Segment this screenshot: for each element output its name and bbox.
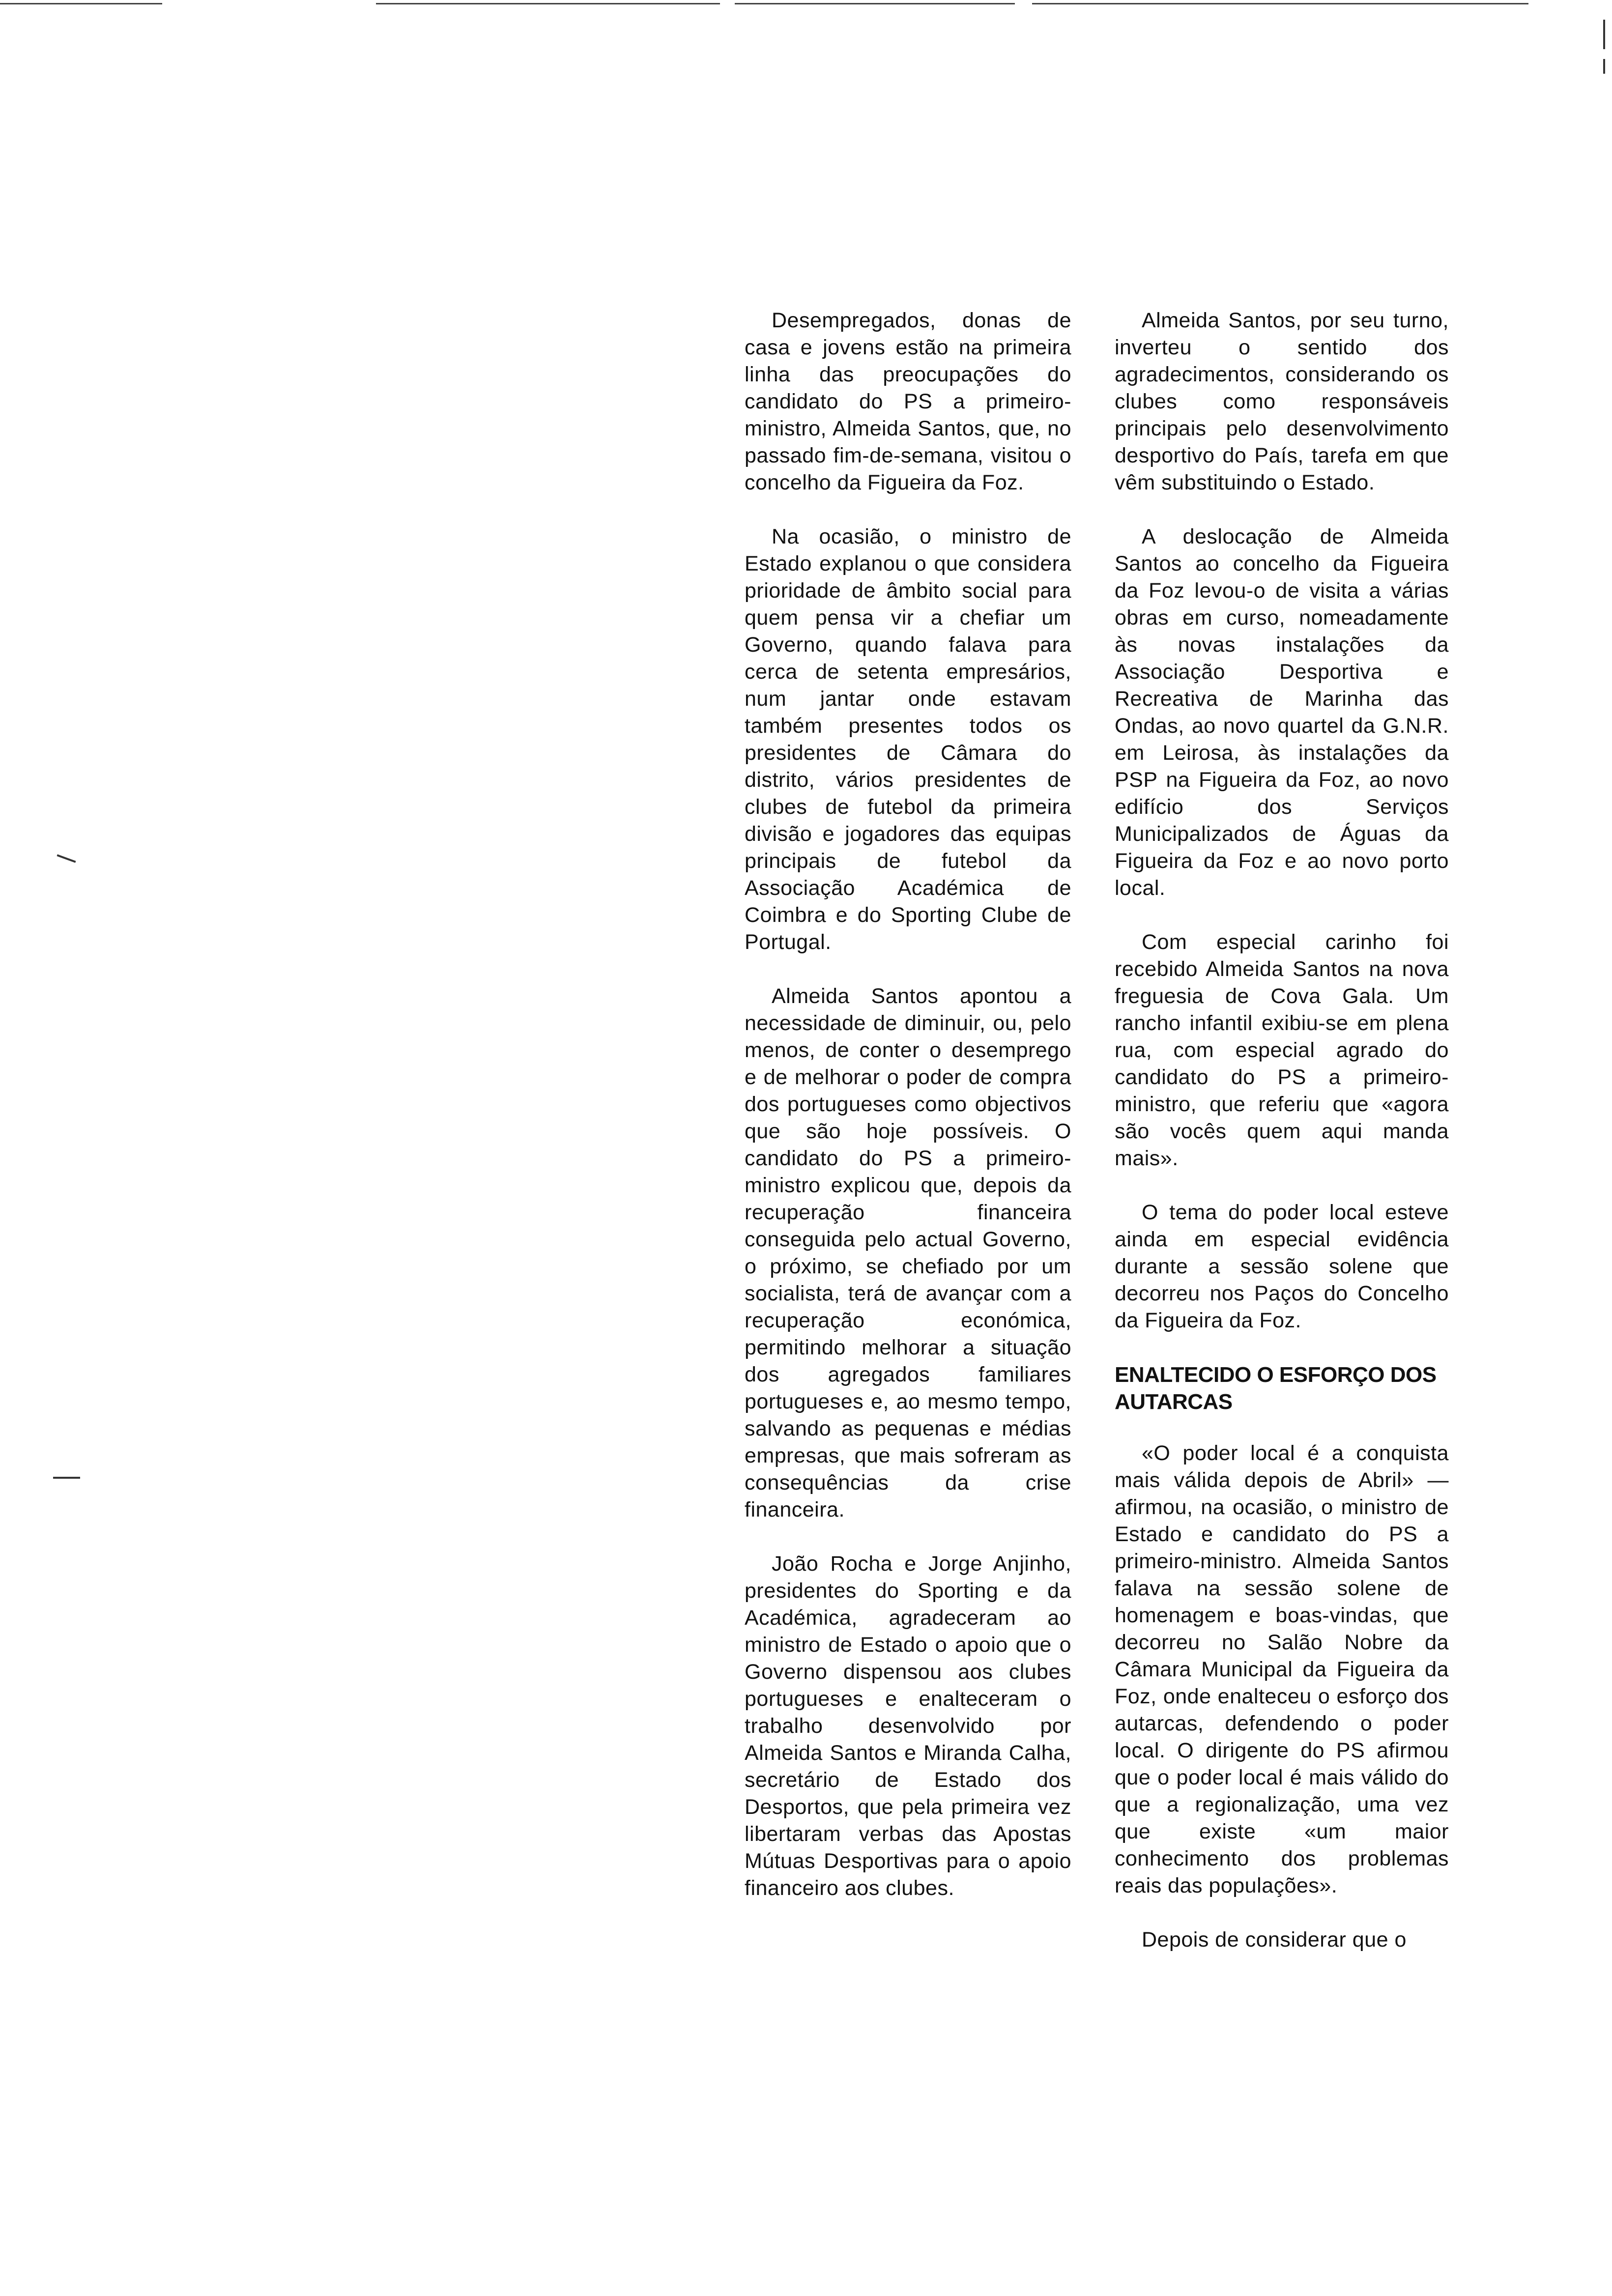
article-paragraph: «O poder local é a conquista mais válida depois de Abril» — afirmou, na ocasião, o ministro de Estado e candidato do PS a primeiro-ministro. Almeida Santos falava na sessão solene de homenagem e boas-vindas, que decorreu no Salão Nobre da Câmara Municipal da Figueira da Foz, onde enalteceu o esforço dos autarcas, defendendo o poder local. O dirigente do PS afirmou que o poder local é mais válido do que a regionalização, uma vez que existe «um maior conhecimento dos problemas reais das populações». bbox=[1115, 1441, 1449, 1897]
article-paragraph: A deslocação de Almeida Santos ao concelho da Figueira da Foz levou-o de visita a várias obras em curso, nomeadamente às novas instalações da Associação Desportiva e Recreativa de Marinha das Ondas, ao novo quartel da G.N.R. em Leirosa, às instalações da PSP na Figueira da Foz, ao novo edifício dos Serviços Municipalizados de Águas da Figueira da Foz e ao novo porto local. bbox=[1115, 525, 1449, 900]
article-column-right bbox=[1115, 307, 1449, 1980]
article-paragraph: João Rocha e Jorge Anjinho, presidentes do Sporting e da Académica, agradeceram ao ministro de Estado o apoio que o Governo dispensou aos clubes portugueses e enalteceram o trabalho desenvolvido por Almeida Santos e Miranda Calha, secretário de Estado dos Desportos, que pela primeira vez libertaram verbas das Apostas Mútuas Desportivas para o apoio financeiro aos clubes. bbox=[745, 1552, 1071, 1900]
top-rule bbox=[0, 3, 162, 4]
top-rule bbox=[376, 3, 720, 4]
section-heading: ENALTECIDO O ESFORÇO DOS AUTARCAS bbox=[1115, 1363, 1437, 1414]
top-rule bbox=[1032, 3, 1528, 4]
article-paragraph: Almeida Santos, por seu turno, inverteu o sentido dos agradecimentos, considerando os clubes como responsáveis principais pelo desenvolvimento desportivo do País, tarefa em que vêm substituindo o Estado. bbox=[1115, 309, 1449, 494]
article-paragraph: O tema do poder local esteve ainda em especial evidência durante a sessão solene que decorreu nos Paços do Concelho da Figueira da Foz. bbox=[1115, 1201, 1449, 1332]
article-column-left bbox=[745, 307, 1071, 1929]
scan-mark bbox=[53, 1477, 80, 1479]
scan-mark bbox=[57, 854, 76, 862]
scan-mark bbox=[1603, 59, 1605, 74]
scan-mark bbox=[1603, 20, 1605, 49]
article-paragraph: Desempregados, donas de casa e jovens estão na primeira linha das preocupações do candidato do PS a primeiro-ministro, Almeida Santos, que, no passado fim-de-semana, visitou o concelho da Figueira da Foz. bbox=[745, 309, 1071, 494]
article-paragraph: Almeida Santos apontou a necessidade de diminuir, ou, pelo menos, de conter o desemprego e de melhorar o poder de compra dos portugueses como objectivos que são hoje possíveis. O candidato do PS a primeiro-ministro explicou que, depois da recuperação financeira conseguida pelo actual Governo, o próximo, se chefiado por um socialista, terá de avançar com a recuperação económica, permitindo melhorar a situação dos agregados familiares portugueses e, ao mesmo tempo, salvando as pequenas e médias empresas, que mais sofreram as consequências da crise financeira. bbox=[745, 984, 1071, 1521]
top-rule bbox=[735, 3, 1015, 4]
article-paragraph: Na ocasião, o ministro de Estado explanou o que considera prioridade de âmbito social para quem pensa vir a chefiar um Governo, quando falava para cerca de setenta empresários, num jantar onde estavam também presentes todos os presidentes de Câmara do distrito, vários presidentes de clubes de futebol da primeira divisão e jogadores das equipas principais de futebol da Associação Académica de Coimbra e do Sporting Clube de Portugal. bbox=[745, 525, 1071, 954]
article-paragraph: Depois de considerar que o bbox=[1142, 1928, 1407, 1952]
article-paragraph: Com especial carinho foi recebido Almeida Santos na nova freguesia de Cova Gala. Um rancho infantil exibiu-se em plena rua, com especial agrado do candidato do PS a primeiro-ministro, que referiu que «agora são vocês quem aqui manda mais». bbox=[1115, 930, 1449, 1170]
